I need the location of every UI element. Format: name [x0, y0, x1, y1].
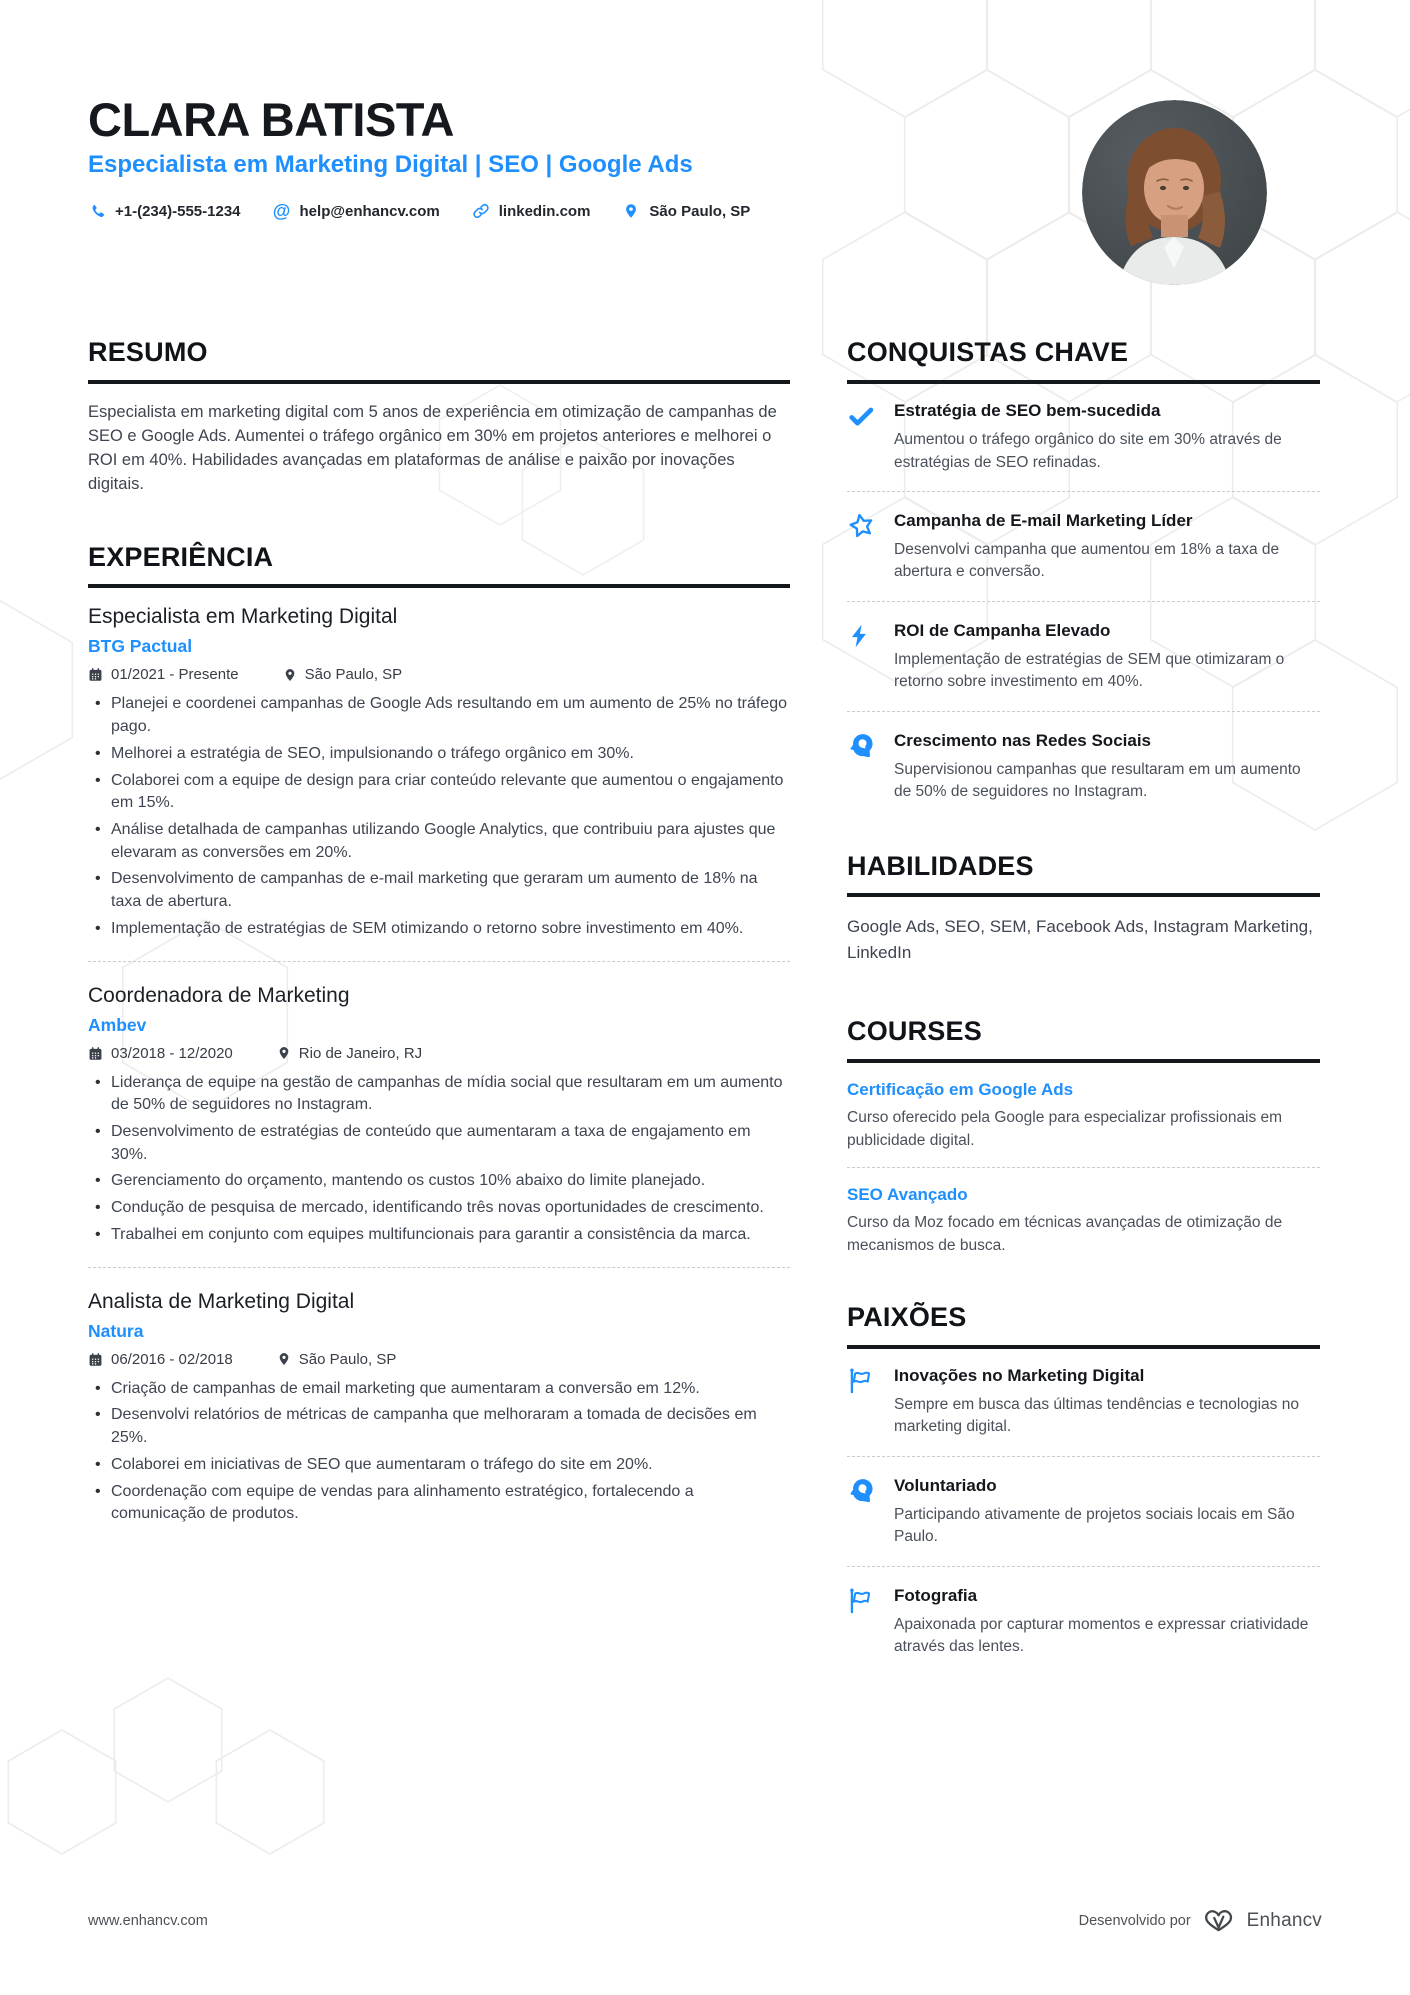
passion-item [847, 1566, 1320, 1659]
section-resumo [88, 338, 790, 496]
job-title: Analista de Marketing Digital [88, 1289, 355, 1313]
enhancv-wordmark: Enhancv [1246, 1910, 1322, 1931]
bolt-icon [847, 621, 894, 655]
habilidades-heading: HABILIDADES [847, 852, 1320, 898]
job-bullet: • Desenvolvimento de campanhas de e-mail marketing que geraram um aumento de 18% na taxa de abertura. [88, 868, 790, 913]
job-company: Ambev [88, 1014, 147, 1035]
passion-title: Fotografia [894, 1585, 978, 1605]
job-location-text: São Paulo, SP [298, 1350, 397, 1368]
experiencia-heading: EXPERIÊNCIA [88, 543, 790, 589]
job-bullets [88, 693, 790, 940]
at-icon: @ [272, 201, 291, 222]
job-bullet: • Análise detalhada de campanhas utilizando Google Analytics, que contribuiu para ajustes que elevaram as conversões em 20%. [88, 819, 790, 864]
calendar-icon [88, 1352, 103, 1367]
section-experiencia [88, 543, 790, 1526]
flag-icon [847, 1586, 894, 1620]
course-title: Certificação em Google Ads [847, 1080, 1074, 1100]
achievement-text: Desenvolvi campanha que aumentou em 18% a taxa de abertura e conversão. [894, 540, 1280, 581]
contact-email[interactable] [273, 202, 440, 220]
achievement-item [847, 601, 1320, 694]
achievement-title: Crescimento nas Redes Sociais [894, 730, 1152, 750]
flag-icon [847, 1366, 894, 1400]
achievement-item [847, 711, 1320, 804]
section-courses [847, 1017, 1320, 1257]
job-dates-text: 06/2016 - 02/2018 [111, 1350, 233, 1368]
contact-email-text: help@enhancv.com [299, 202, 440, 220]
phone-icon [88, 202, 106, 220]
candidate-name: CLARA BATISTA [88, 93, 454, 146]
passion-text: Participando ativamente de projetos sociais locais em São Paulo. [894, 1505, 1295, 1546]
link-icon [472, 202, 490, 220]
job-bullets [88, 1378, 790, 1526]
resumo-heading: RESUMO [88, 338, 790, 384]
right-column [847, 338, 1320, 1658]
achievement-text: Supervisionou campanhas que resultaram em um aumento de 50% de seguidores no Instagram. [894, 760, 1301, 801]
footer-site-link[interactable]: www.enhancv.com [88, 1913, 208, 1929]
contact-location-text: São Paulo, SP [649, 202, 751, 220]
job-bullet: • Desenvolvi relatórios de métricas de campanha que melhoraram a tomada de decisões em 25%. [88, 1404, 790, 1449]
head-icon [847, 731, 894, 765]
conquistas-heading: CONQUISTAS CHAVE [847, 338, 1320, 384]
achievement-title: ROI de Campanha Elevado [894, 620, 1111, 640]
job-bullet: • Desenvolvimento de estratégias de conteúdo que aumentaram a taxa de engajamento em 30%. [88, 1121, 790, 1166]
job-location-text: São Paulo, SP [304, 666, 403, 684]
passion-title: Inovações no Marketing Digital [894, 1365, 1145, 1385]
passion-text: Apaixonada por capturar momentos e expressar criatividade através das lentes. [894, 1615, 1309, 1656]
passion-item [847, 1456, 1320, 1549]
course-title: SEO Avançado [847, 1185, 968, 1205]
calendar-icon [88, 667, 103, 682]
job-dates [88, 1045, 233, 1062]
job-bullet: • Coordenação com equipe de vendas para alinhamento estratégico, fortalecendo a comunicação de produtos. [88, 1481, 790, 1526]
job-bullets [88, 1072, 790, 1247]
passion-title: Voluntariado [894, 1475, 997, 1495]
job-bullet: • Planejei e coordenei campanhas de Google Ads resultando em um aumento de 25% no tráfego pago. [88, 693, 790, 738]
job-dates [88, 666, 239, 683]
job-dates-text: 03/2018 - 12/2020 [111, 1044, 233, 1062]
powered-by-label: Desenvolvido por [1078, 1913, 1191, 1929]
pin-icon [277, 1045, 291, 1061]
achievement-title: Estratégia de SEO bem-sucedida [894, 401, 1161, 421]
courses-heading: COURSES [847, 1017, 1320, 1063]
achievement-title: Campanha de E-mail Marketing Líder [894, 510, 1193, 530]
job-dates [88, 1351, 233, 1368]
contact-linkedin[interactable] [472, 202, 591, 220]
check-icon [847, 401, 894, 435]
achievement-item [847, 401, 1320, 474]
job-dates-text: 01/2021 - Presente [111, 666, 239, 684]
job-bullet: • Colaborei com a equipe de design para criar conteúdo relevante que aumentou o engajamento em 15%. [88, 770, 790, 815]
job-title: Coordenadora de Marketing [88, 983, 350, 1007]
job-bullet: • Gerenciamento do orçamento, mantendo os custos 10% abaixo do limite planejado. [88, 1170, 790, 1193]
left-column [88, 338, 790, 1530]
course-item [847, 1167, 1320, 1257]
job-company: BTG Pactual [88, 636, 193, 657]
head-icon [847, 1476, 894, 1510]
job-company: Natura [88, 1320, 144, 1341]
pin-icon [277, 1351, 291, 1367]
footer-brand[interactable] [1079, 1908, 1322, 1934]
job-entry [88, 1267, 790, 1526]
job-bullet: • Implementação de estratégias de SEM otimizando o retorno sobre investimento em 40%. [88, 918, 790, 941]
job-bullet: • Condução de pesquisa de mercado, identificando três novas oportunidades de crescimento. [88, 1197, 790, 1220]
job-location [277, 1351, 397, 1368]
contact-linkedin-text: linkedin.com [498, 202, 591, 220]
job-location-text: Rio de Janeiro, RJ [298, 1044, 423, 1062]
paixoes-heading: PAIXÕES [847, 1303, 1320, 1349]
job-meta [88, 1351, 790, 1368]
job-location [277, 1045, 422, 1062]
achievement-text: Aumentou o tráfego orgânico do site em 30% através de estratégias de SEO refinadas. [894, 431, 1282, 471]
job-bullet: • Melhorei a estratégia de SEO, impulsionando o tráfego orgânico em 30%. [88, 743, 790, 766]
achievement-text: Implementação de estratégias de SEM que otimizaram o retorno sobre investimento em 40%. [894, 650, 1285, 691]
contact-phone-text: +1-(234)-555-1234 [115, 202, 241, 220]
job-entry [88, 961, 790, 1247]
location-icon [622, 202, 640, 220]
course-text: Curso oferecido pela Google para especializar profissionais em publicidade digital. [847, 1109, 1283, 1149]
achievement-item [847, 491, 1320, 584]
job-bullet: • Criação de campanhas de email marketing que aumentaram a conversão em 12%. [88, 1378, 790, 1401]
contact-phone[interactable] [88, 202, 241, 220]
job-entry [88, 605, 790, 940]
avatar [1082, 100, 1267, 285]
section-habilidades [847, 852, 1320, 966]
passion-item [847, 1366, 1320, 1439]
candidate-headline: Especialista em Marketing Digital | SEO | Google Ads [88, 151, 693, 179]
pin-icon [283, 667, 297, 683]
enhancv-logo-icon [1201, 1908, 1237, 1934]
job-meta [88, 1045, 790, 1062]
section-paixoes [847, 1303, 1320, 1659]
section-conquistas [847, 338, 1320, 803]
job-title: Especialista em Marketing Digital [88, 605, 398, 629]
job-bullet: • Liderança de equipe na gestão de campanhas de mídia social que resultaram em um aumento de 50% de seguidores no Instagram. [88, 1072, 790, 1117]
course-item [847, 1080, 1320, 1152]
job-bullet: • Trabalhei em conjunto com equipes multifuncionais para garantir a consistência da marca. [88, 1224, 790, 1247]
skills-list: Google Ads, SEO, SEM, Facebook Ads, Instagram Marketing, LinkedIn [847, 917, 1313, 962]
course-text: Curso da Moz focado em técnicas avançadas de otimização de mecanismos de busca. [847, 1214, 1283, 1254]
calendar-icon [88, 1046, 103, 1061]
star-icon [847, 511, 894, 545]
passion-text: Sempre em busca das últimas tendências e tecnologias no marketing digital. [894, 1395, 1299, 1436]
content-columns [88, 338, 1320, 1658]
job-meta [88, 666, 790, 683]
resumo-text: Especialista em marketing digital com 5 anos de experiência em otimização de campanhas de SEO e Google Ads. Aumentei o tráfego orgânico em 30% em projetos anteriores e melhorei o ROI em 40%. Habilidades avançadas em plataformas de análise e paixão por inovações digitais. [88, 403, 777, 493]
footer [88, 1908, 1322, 1934]
contact-location [622, 202, 750, 220]
job-bullet: • Colaborei em iniciativas de SEO que aumentaram o tráfego do site em 20%. [88, 1454, 790, 1477]
job-location [283, 666, 403, 683]
